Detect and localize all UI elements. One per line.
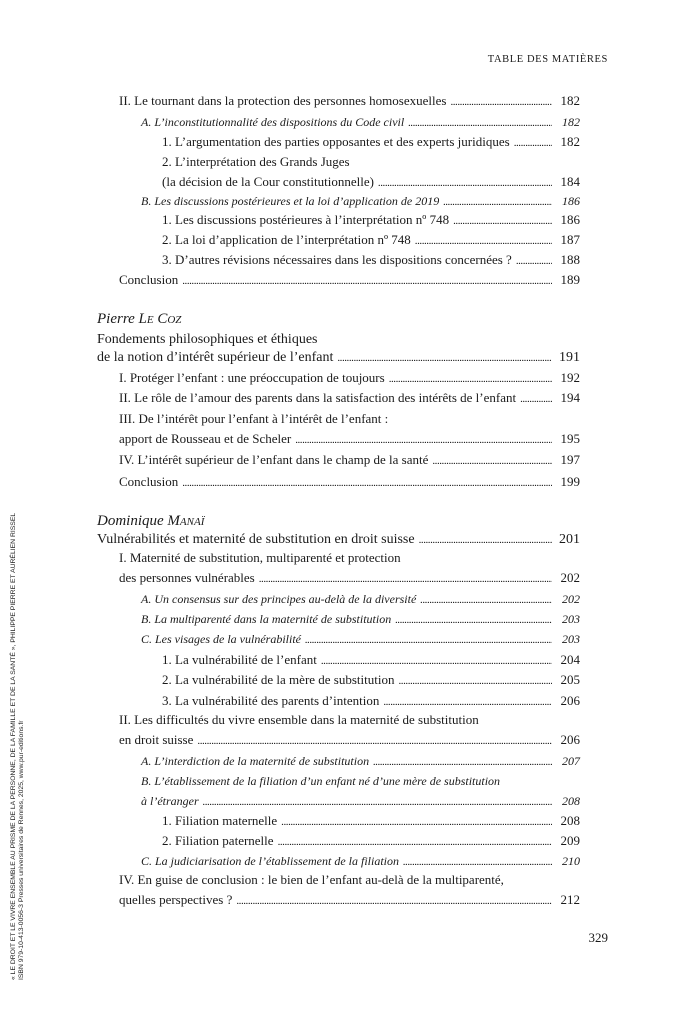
toc-page-number: 209 [560, 833, 580, 848]
toc-entry[interactable] [141, 611, 580, 628]
toc-entry[interactable] [141, 193, 580, 210]
toc-entry-text: II. Le rôle de l’amour des parents dans la satisfaction des intérêts de l’enfant [119, 390, 517, 405]
toc-entry[interactable] [141, 853, 580, 870]
toc-entry-text: B. L’établissement de la filiation d’un enfant né d’une mère de substitution [141, 774, 501, 788]
leader-dots [378, 174, 552, 191]
toc-page-number: 199 [560, 474, 580, 489]
leader-dots [516, 252, 552, 269]
toc-entry[interactable] [141, 114, 580, 131]
toc-entry[interactable] [162, 833, 580, 850]
leader-dots [321, 652, 552, 669]
toc-entry[interactable] [119, 411, 580, 427]
toc-entry[interactable] [162, 813, 580, 830]
leader-dots [399, 672, 553, 689]
toc-entry-text: Conclusion [119, 272, 179, 287]
leader-dots [419, 532, 552, 548]
toc-entry[interactable] [141, 773, 580, 789]
toc-page-number: 186 [562, 194, 580, 208]
leader-dots [408, 114, 552, 131]
toc-page-number: 182 [562, 115, 580, 129]
toc-entry[interactable] [162, 134, 580, 151]
toc-entry[interactable] [162, 252, 580, 269]
leader-dots [295, 431, 552, 448]
leader-dots [514, 134, 552, 151]
author-last-name: Le Coz [138, 311, 182, 327]
toc-entry-text: A. L’inconstitutionnalité des dispositions du Code civil [141, 115, 405, 129]
toc-entry[interactable] [119, 550, 580, 566]
toc-page-number: 204 [560, 652, 580, 667]
chapter-title: Fondements philosophiques et éthiques [97, 332, 318, 347]
toc-page-number: 189 [560, 272, 580, 287]
toc-page-number: 210 [562, 854, 580, 868]
toc-entry[interactable] [119, 474, 580, 491]
toc-entry[interactable] [162, 232, 580, 249]
toc-entry-text: 1. L’argumentation des parties opposantes et des experts juridiques [162, 134, 510, 149]
toc-entry-text: Conclusion [119, 474, 179, 489]
leader-dots [281, 813, 552, 830]
leader-dots [389, 370, 552, 387]
toc-entry[interactable] [119, 272, 580, 289]
toc-entry-text: C. Les visages de la vulnérabilité [141, 632, 301, 646]
leader-dots [450, 93, 552, 110]
toc-entry-text: I. Protéger l’enfant : une préoccupation de toujours [119, 370, 385, 385]
chapter-author [97, 513, 204, 530]
side-copyright-note [10, 500, 24, 980]
toc-entry[interactable] [119, 93, 580, 110]
toc-entry-text: 2. L’interprétation des Grands Juges [162, 154, 350, 169]
toc-entry[interactable] [162, 212, 580, 229]
toc-entry[interactable] [119, 570, 580, 587]
toc-entry[interactable] [141, 591, 580, 608]
toc-entry-text: 3. La vulnérabilité des parents d’intention [162, 693, 380, 708]
toc-entry[interactable] [97, 350, 580, 366]
toc-entry[interactable] [119, 872, 580, 888]
leader-dots [415, 232, 552, 249]
leader-dots [182, 272, 552, 289]
leader-dots [520, 390, 552, 407]
toc-page-number: 206 [560, 693, 580, 708]
toc-page-number: 188 [560, 252, 580, 267]
toc-entry-text: III. De l’intérêt pour l’enfant à l’intérêt de l’enfant : [119, 411, 389, 426]
toc-entry[interactable] [141, 793, 580, 810]
toc-entry-text: A. L’interdiction de la maternité de substitution [141, 754, 370, 768]
page-folio: 329 [588, 930, 608, 945]
toc-entry[interactable] [119, 712, 580, 728]
leader-dots [443, 193, 552, 210]
leader-dots [453, 212, 552, 229]
toc-entry-text: (la décision de la Cour constitutionnelle) [162, 174, 374, 189]
toc-entry-text: II. Le tournant dans la protection des personnes homosexuelles [119, 93, 447, 108]
toc-entry-text: 1. Filiation maternelle [162, 813, 278, 828]
toc-page-number: 202 [560, 570, 580, 585]
toc-entry-text: II. Les difficultés du vivre ensemble dans la maternité de substitution [119, 712, 479, 727]
toc-entry[interactable] [162, 693, 580, 710]
author-last-name: Manaï [167, 513, 205, 529]
toc-entry-text: IV. L’intérêt supérieur de l’enfant dans le champ de la santé [119, 452, 429, 467]
toc-entry-text: A. Un consensus sur des principes au-delà de la diversité [141, 592, 417, 606]
leader-dots [373, 753, 552, 770]
toc-entry-text: 3. D’autres révisions nécessaires dans les dispositions concernées ? [162, 252, 512, 267]
side-note-line-2: ISBN 979-10-413-0056-3 Presses universitaires de Rennes, 2025, www.pur-editions.fr [18, 720, 25, 980]
toc-page-number: 207 [562, 754, 580, 768]
toc-page-number: 182 [560, 93, 580, 108]
leader-dots [259, 570, 552, 587]
toc-entry-text: à l’étranger [141, 794, 199, 808]
toc-page-number: 208 [562, 794, 580, 808]
toc-entry-text: apport de Rousseau et de Scheler [119, 431, 292, 446]
toc-page-number: 191 [559, 350, 580, 365]
toc-entry-text: Vulnérabilités et maternité de substitution en droit suisse [97, 532, 415, 547]
toc-entry[interactable] [119, 390, 580, 407]
toc-entry[interactable] [141, 753, 580, 770]
toc-entry-text: I. Maternité de substitution, multiparenté et protection [119, 550, 401, 565]
leader-dots [305, 631, 552, 648]
toc-entry-text: des personnes vulnérables [119, 570, 255, 585]
toc-entry[interactable] [119, 732, 580, 749]
toc-entry-text: C. La judiciarisation de l’établissement de la filiation [141, 854, 399, 868]
leader-dots [236, 892, 552, 909]
toc-entry[interactable] [162, 154, 580, 170]
toc-entry-text: quelles perspectives ? [119, 892, 233, 907]
toc-entry[interactable] [97, 532, 580, 548]
toc-entry[interactable] [141, 631, 580, 648]
toc-entry-text: 2. La vulnérabilité de la mère de substitution [162, 672, 395, 687]
toc-entry[interactable] [162, 652, 580, 669]
toc-entry-text: 2. Filiation paternelle [162, 833, 274, 848]
toc-entry[interactable] [162, 174, 580, 191]
toc-page-number: 194 [560, 390, 580, 405]
toc-page-number: 201 [559, 532, 580, 547]
toc-entry-text: B. La multiparenté dans la maternité de substitution [141, 612, 392, 626]
leader-dots [203, 793, 552, 810]
leader-dots [278, 833, 552, 850]
toc-entry-text: de la notion d’intérêt supérieur de l’enfant [97, 350, 334, 365]
toc-page-number: 186 [560, 212, 580, 227]
toc-page-number: 202 [562, 592, 580, 606]
toc-entry[interactable] [119, 370, 580, 387]
toc-page-number: 212 [560, 892, 580, 907]
leader-dots [395, 611, 552, 628]
running-head: TABLE DES MATIÈRES [487, 54, 608, 65]
leader-dots [197, 732, 552, 749]
leader-dots [403, 853, 552, 870]
toc-page-number: 203 [562, 632, 580, 646]
toc-entry-text: en droit suisse [119, 732, 194, 747]
leader-dots [420, 591, 552, 608]
toc-page-number: 197 [560, 452, 580, 467]
leader-dots [383, 693, 552, 710]
chapter-author [97, 311, 181, 328]
toc-page-number: 206 [560, 732, 580, 747]
toc-page-number: 203 [562, 612, 580, 626]
toc-entry-text: 1. La vulnérabilité de l’enfant [162, 652, 317, 667]
toc-page-number: 187 [560, 232, 580, 247]
toc-entry[interactable] [162, 672, 580, 689]
toc-page-number: 184 [560, 174, 580, 189]
toc-entry[interactable] [119, 431, 580, 448]
author-first-name: Pierre [97, 311, 135, 327]
toc-entry-text: 1. Les discussions postérieures à l’interprétation nº 748 [162, 212, 450, 227]
toc-page-number: 208 [560, 813, 580, 828]
leader-dots [432, 452, 552, 469]
toc-entry[interactable] [119, 892, 580, 909]
toc-page-number: 195 [560, 431, 580, 446]
toc-entry-text: IV. En guise de conclusion : le bien de l’enfant au-delà de la multiparenté, [119, 872, 504, 887]
leader-dots [182, 474, 552, 491]
toc-page-number: 182 [560, 134, 580, 149]
author-first-name: Dominique [97, 513, 164, 529]
toc-entry[interactable] [119, 452, 580, 469]
toc-entry-text: 2. La loi d’application de l’interprétation nº 748 [162, 232, 411, 247]
toc-page-number: 205 [560, 672, 580, 687]
toc-entry-text: B. Les discussions postérieures et la loi d’application de 2019 [141, 194, 440, 208]
toc-page-number: 192 [560, 370, 580, 385]
leader-dots [337, 350, 552, 366]
side-note-line-1: « LE DROIT ET LE VIVRE ENSEMBLE AU PRISME DE LA PERSONNE, DE LA FAMILLE ET DE LA SANTÉ », PHILIPPE PIERRE ET AURÉLIEN RISSEL [10, 512, 17, 980]
